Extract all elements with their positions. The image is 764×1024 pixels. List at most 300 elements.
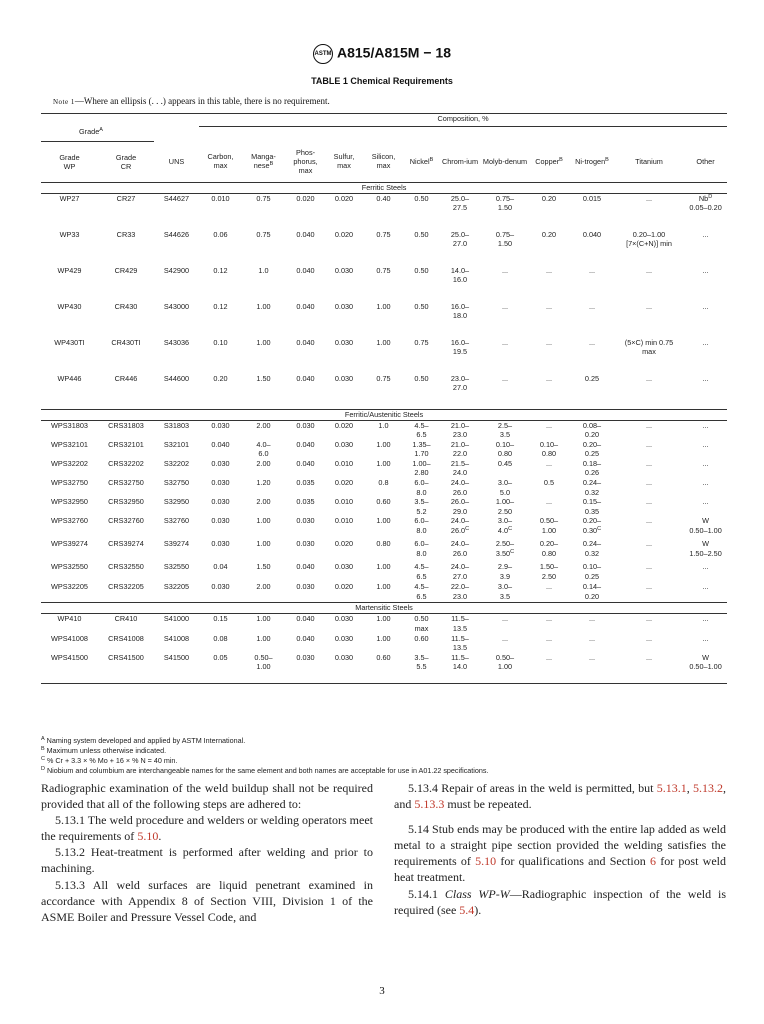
paragraph-5-14-1: 5.14.1 Class WP-W—Radiographic inspection of the weld is required (see 5.4). [394,886,726,917]
table-cell: W 0.50–1.00 [689,516,722,536]
table-cell: CRS32750 [108,478,144,488]
table-cell: 2.00 [256,582,271,592]
table-cell: ... [545,420,553,430]
table-cell: 0.030 [285,653,326,684]
column-header: Carbon, max [199,141,242,182]
chemical-requirements-table [41,113,727,684]
table-cell: 0.50 [414,301,429,311]
table-cell: 0.030 [326,653,362,684]
table-row [41,440,727,459]
paragraph-5-13-1: 5.13.1 The weld procedure and welders or welding operators meet the requirements of 5.10. [41,813,374,844]
table-cell: 0.030 [334,373,354,383]
table-cell: ... [702,562,709,572]
paragraph-5-13-2: 5.13.2 Heat-treatment is performed after welding and prior to machining. [41,845,373,876]
table-cell: ... [645,458,653,468]
table-cell: 0.020 [296,193,315,203]
table-cell: 1.00 [376,614,391,624]
table-row [41,374,727,410]
table-cell: ... [702,337,709,347]
table-cell: 1.50 [256,373,271,383]
table-cell: 0.20– $0.30^C$ [582,516,602,536]
table-cell: ... [702,373,709,383]
table-cell: 0.40 [376,193,391,203]
table-cell: 1.00– 2.80 [412,458,431,478]
table-cell: ... [614,653,684,684]
table-cell: 0.80 [376,539,391,549]
table-cell: 1.00 [376,301,391,311]
table-cell: 0.50– 1.00 [242,653,285,684]
section-header: Ferritic/Austenitic Steels [41,409,727,420]
table-cell: 0.030 [296,420,315,430]
table-cell: 1.00 [376,633,391,643]
grade-header: Grade$^A$ [41,127,154,142]
table-cell: 0.040 [211,439,230,449]
table-cell: 0.010 [334,516,354,526]
table-cell: WPS41008 [51,633,88,643]
table-cell: 1.0 [258,265,269,275]
table-cell: 1.00– 2.50 [495,497,515,516]
table-cell: 0.020 [334,193,354,203]
table-cell: 2.00 [256,458,271,468]
table-cell: 0.12 [213,301,228,311]
column-header: Ni-trogen$^B$ [570,141,614,182]
table-cell: ... [545,614,553,624]
table-cell: 0.75– 1.50 [495,193,515,213]
table-cell: 0.20 [541,229,557,239]
table-row [41,516,727,539]
table-cell: 1.00 [256,301,271,311]
table-cell: 1.35– 1.70 [412,439,431,459]
table-cell: ... [645,265,653,275]
link-5-10[interactable]: 5.10 [137,829,159,844]
table-row [41,193,727,230]
table-cell: S43000 [163,301,190,311]
table-row [41,478,727,497]
column-header: Other [684,141,727,182]
column-header: Copper$^B$ [528,141,570,182]
table-row [41,420,727,440]
table-cell: 0.020 [334,539,354,549]
table-cell: 2.9– 3.9 [497,562,513,582]
table-cell: ... [545,265,553,275]
table-cell: ... [702,478,709,488]
table-cell: ... [702,458,709,468]
table-cell: 0.08– 0.20 [582,420,602,440]
table-cell: S31803 [163,420,190,430]
table-cell: ... [501,614,509,624]
table-row [41,459,727,478]
table-cell: 24.0– 26.0 [450,539,470,559]
column-header: Manga-nese$^B$ [242,141,285,182]
table-cell: 0.08 [213,633,228,643]
table-cell: 0.10– 0.25 [582,562,602,582]
table-cell: WP446 [57,373,82,383]
column-header: Sulfur, max [326,141,362,182]
table-cell: 0.06 [213,229,228,239]
link-5-4[interactable]: 5.4 [459,902,475,917]
table-note [53,96,330,106]
table-cell: 0.040 [296,301,315,311]
table-cell: WP410 [57,614,82,624]
table-cell: 0.75 [256,229,271,239]
table-cell: 0.50– 1.00 [539,516,559,536]
table-cell: CR430TI [111,337,141,347]
table-cell: ... [645,516,653,526]
table-cell: 1.00 [256,337,271,347]
table-cell: 0.20 [213,373,228,383]
table-cell: ... [545,582,553,592]
table-cell: 0.50– 1.00 [482,653,528,684]
paragraph: Radiographic examination of the weld buildup shall not be required provided that all of the following steps are adhered to: [41,781,373,812]
footnote: $^B$ Maximum unless otherwise indicated. [41,746,167,755]
section-header-row [41,409,727,420]
table-cell: ... [702,497,709,507]
footnote: $^D$ Niobium and columbium are interchangeable names for the same element and both names are acceptable for use in A01.22 specifications. [41,766,489,775]
table-cell: 6.0– 8.0 [414,516,429,536]
table-row [41,582,727,603]
table-cell: 0.040 [296,458,315,468]
table-cell: 3.0– 3.5 [497,582,513,602]
section-header-row [41,182,727,193]
composition-header-row [41,114,727,127]
column-header: Chrom-ium [438,141,482,182]
table-cell: 0.030 [211,582,230,592]
table-cell: 0.20– 0.25 [582,439,602,459]
table-cell: 0.040 [296,614,315,624]
table-cell: 0.040 [582,229,602,239]
table-cell: 24.0– 26.0 [450,478,470,497]
table-cell: S42900 [163,265,190,275]
table-cell: 24.0– $26.0^C$ [450,516,470,536]
table-cell: W 0.50–1.00 [684,653,727,684]
table-cell: ... [501,337,509,347]
section-header: Ferritic Steels [41,182,727,193]
table-cell: 0.75 [256,193,271,203]
table-cell: ... [645,582,653,592]
table-row [41,562,727,582]
table-cell: 0.030 [334,337,354,347]
table-cell: S32101 [163,439,190,449]
astm-logo-icon: ASTM [313,44,333,64]
table-cell: 11.5– 13.5 [451,614,469,634]
table-row [41,266,727,302]
table-cell: ... [588,633,596,643]
table-cell: 0.75 [414,337,429,347]
table-cell: 1.00 [376,337,391,347]
table-cell: ... [501,265,509,275]
link-5-13-2[interactable]: 5.13.2 [693,781,723,795]
table-cell: $Nb^D$ 0.05–0.20 [689,193,722,213]
table-cell: 23.0– 27.0 [450,373,470,393]
table-cell: ... [645,373,653,383]
table-cell: 0.60 [362,653,405,684]
table-cell: WP430 [57,301,82,311]
column-header-row [41,141,727,182]
grade-header-row [41,127,727,142]
note-label: Note 1 [53,98,75,106]
table-cell: CR27 [116,193,136,203]
table-cell: ... [645,562,653,572]
table-cell: WP430TI [54,337,85,347]
link-section-6[interactable]: 6 [649,854,656,869]
table-cell: 0.24– 0.32 [582,539,602,559]
table-cell: CR33 [116,229,136,239]
table-cell: 21.0– 23.0 [450,420,470,440]
table-cell: 0.10 [213,337,228,347]
table-cell: ... [645,478,653,488]
table-cell: CRS41500 [98,653,154,684]
table-cell: 0.20–1.00 [7×(C+N)] min [626,229,672,249]
table-cell: W 1.50–2.50 [689,539,722,559]
table-cell: 0.030 [334,301,354,311]
table-cell: (5×C) min 0.75 max [624,337,674,357]
table-cell: 26.0– 29.0 [450,497,470,516]
table-cell: ... [501,373,509,383]
link-5-13-3[interactable]: 5.13.3 [414,797,445,812]
column-header: Titanium [614,141,684,182]
table-cell: 0.030 [211,420,230,430]
column-header: Grade WP [41,141,98,182]
table-cell: 0.75 [376,373,391,383]
link-5-10[interactable]: 5.10 [475,854,497,869]
table-cell: CR410 [114,614,138,624]
document-designation: A815/A815M − 18 [336,44,452,61]
table-cell: 0.50 [414,373,429,383]
table-cell: 0.010 [211,193,230,203]
table-cell: 0.030 [211,497,230,507]
table-title: TABLE 1 Chemical Requirements [311,76,453,86]
table-cell: 6.0– 8.0 [414,478,429,497]
table-cell: ... [645,301,653,311]
table-cell: 16.0– 19.5 [450,337,470,357]
table-cell: 0.75– 1.50 [495,229,515,249]
table-cell: S32750 [163,478,190,488]
table-cell: 0.25 [584,373,600,383]
table-cell: 0.030 [211,539,230,549]
table-cell: 0.50 [414,193,429,203]
table-cell: 21.5– 24.0 [450,458,470,478]
table-cell: 0.030 [296,539,315,549]
table-cell: CRS32202 [108,458,144,468]
table-cell: 1.20 [256,478,271,488]
table-cell: 0.8 [378,478,389,488]
table-cell: 0.14– 0.20 [582,582,602,602]
table-cell: 2.5– 3.5 [497,420,513,440]
table-cell: CRS31803 [108,420,144,430]
table-cell: ... [545,458,553,468]
table-cell: 1.50 [256,562,271,572]
footnote: $^C$ % Cr + 3.3 × % Mo + 16 × % N = 40 min. [41,756,178,765]
table-cell: 0.60 [376,497,391,507]
table-cell: 0.50 [414,229,429,239]
table-cell: 1.00 [376,458,391,468]
table-row [41,614,727,634]
table-cell: WP27 [59,193,80,203]
table-cell: 0.15 [213,614,228,624]
table-cell: 0.030 [296,516,315,526]
table-cell: 11.5– 14.0 [438,653,482,684]
table-cell: 4.0– 6.0 [256,439,271,459]
table-cell: 0.50 [414,265,429,275]
table-cell: 0.12 [213,265,228,275]
table-cell: 4.5– 6.5 [414,562,429,582]
table-cell: 0.030 [334,633,354,643]
table-cell: ... [588,337,596,347]
table-cell: WPS32950 [51,497,88,507]
table-cell: WPS39274 [51,539,88,549]
table-cell: S44626 [163,229,190,239]
table-cell: 0.20 [541,193,557,203]
table-cell: S39274 [163,539,190,549]
column-header: Phos-phorus, max [285,141,326,182]
table-cell: ... [545,633,553,643]
table-cell: S44600 [163,373,190,383]
table-cell: 0.50 max [414,614,429,634]
table-cell: WP33 [59,229,80,239]
table-cell: 0.04 [213,562,228,572]
table-cell: ... [501,633,509,643]
paragraph-5-13-3: 5.13.3 All weld surfaces are liquid penetrant examined in accordance with Appendix 8 of Section VIII, Division 1 of the ASME Boiler and Pressure Vessel Code, and [41,877,373,924]
table-row [41,302,727,338]
table-cell: ... [588,301,596,311]
table-cell: ... [645,497,653,507]
table-cell: ... [702,229,709,239]
table-row [41,653,727,684]
table-cell: 0.040 [296,439,315,449]
page-number: 3 [379,985,385,997]
table-cell: 0.040 [296,633,315,643]
table-cell: WPS32750 [51,478,88,488]
paragraph-5-13-4: 5.13.4 Repair of areas in the weld is permitted, but 5.13.1, 5.13.2, and 5.13.3 must be repeated. [394,781,726,812]
table-cell: 11.5– 13.5 [451,633,469,653]
table-cell: 0.45 [497,458,513,468]
table-row [41,497,727,516]
paragraph-5-14: 5.14 Stub ends may be produced with the entire lap added as weld metal to a straight pipe section provided the welding satisfies the requirements of 5.10 for qualifications and Section 6 for post weld heat treatment. [394,822,726,885]
table-cell: S41008 [163,633,190,643]
table-cell: S32205 [163,582,190,592]
table-cell: CRS39274 [108,539,144,549]
table-cell: CR446 [114,373,138,383]
table-cell: 1.00 [376,562,391,572]
table-cell: CRS32550 [108,562,144,572]
table-cell: S41000 [163,614,190,624]
table-cell: S32760 [163,516,190,526]
table-cell: 4.5– 6.5 [414,582,429,602]
table-cell: ... [645,420,653,430]
table-cell: 0.020 [334,478,354,488]
table-cell: 0.010 [334,458,354,468]
table-cell: 0.18– 0.26 [582,458,602,478]
table-cell: 0.030 [334,562,354,572]
footnote: $^A$ Naming system developed and applied by ASTM International. [41,736,246,745]
column-header: Nickel$^B$ [405,141,438,182]
table-cell: ... [702,301,709,311]
table-cell: 1.0 [378,420,389,430]
table-cell: 6.0– 8.0 [414,539,429,559]
table-cell: 0.010 [334,497,354,507]
table-cell: 0.040 [296,337,315,347]
table-cell: 0.15– 0.35 [582,497,602,516]
table-cell: WPS32760 [51,516,88,526]
table-cell: 0.040 [296,229,315,239]
table-cell: 0.5 [543,478,555,488]
table-cell: ... [702,614,709,624]
table-cell: 0.10– 0.80 [495,439,515,459]
table-cell: ... [545,337,553,347]
table-cell: WPS32101 [51,439,88,449]
table-cell: 4.5– 6.5 [414,420,429,440]
table-cell: 3.0– 5.0 [497,478,513,497]
table-cell: 3.5– 5.5 [405,653,438,684]
table-cell: 0.75 [376,229,391,239]
column-header: Molyb-denum [482,141,528,182]
column-header: Silicon, max [362,141,405,182]
table-cell: ... [570,653,614,684]
table-cell: ... [702,265,709,275]
table-cell: 0.030 [334,614,354,624]
table-cell: 21.0– 22.0 [450,439,470,459]
table-cell: CR429 [114,265,138,275]
table-cell: ... [702,633,709,643]
table-cell: WPS41500 [41,653,98,684]
table-cell: ... [588,265,596,275]
table-cell: ... [588,614,596,624]
table-cell: 0.20– 0.80 [539,539,559,559]
table-cell: S43036 [163,337,190,347]
link-5-13-1[interactable]: 5.13.1 [656,781,687,795]
table-cell: 0.015 [582,193,602,203]
document-header [0,44,764,64]
table-cell: ... [702,420,709,430]
table-cell: WPS31803 [51,420,88,430]
table-cell: 1.50– 2.50 [539,562,559,582]
table-cell: S32550 [163,562,190,572]
table-cell: CRS32950 [108,497,144,507]
table-cell: S32950 [163,497,190,507]
table-cell: 0.10– 0.80 [539,439,559,459]
body-left-column [41,780,373,925]
table-row [41,634,727,653]
table-cell: 25.0– 27.5 [450,193,470,213]
table-cell: 1.00 [256,539,271,549]
table-cell: ... [702,582,709,592]
table-row [41,230,727,266]
table-cell: 0.020 [334,582,354,592]
table-cell: 1.00 [376,582,391,592]
table-cell: ... [702,439,709,449]
table-cell: ... [528,653,570,684]
table-cell: ... [545,497,553,507]
table-cell: 2.00 [256,497,271,507]
table-cell: CRS32205 [108,582,144,592]
table-cell: 0.030 [211,458,230,468]
table-cell: 1.00 [376,439,391,449]
table-cell: 1.00 [256,516,271,526]
table-cell: WP429 [57,265,82,275]
table-cell: 0.020 [334,229,354,239]
column-header: Grade CR [98,141,154,182]
table-cell: CRS41008 [108,633,144,643]
table-cell: 3.0– $4.0^C$ [497,516,513,536]
table-cell: 0.040 [296,265,315,275]
table-cell: 0.030 [211,478,230,488]
table-cell: 0.035 [296,497,315,507]
table-cell: 22.0– 23.0 [450,582,470,602]
table-cell: ... [645,439,653,449]
table-cell: ... [645,193,653,203]
table-cell: ... [545,301,553,311]
table-cell: CRS32760 [108,516,144,526]
